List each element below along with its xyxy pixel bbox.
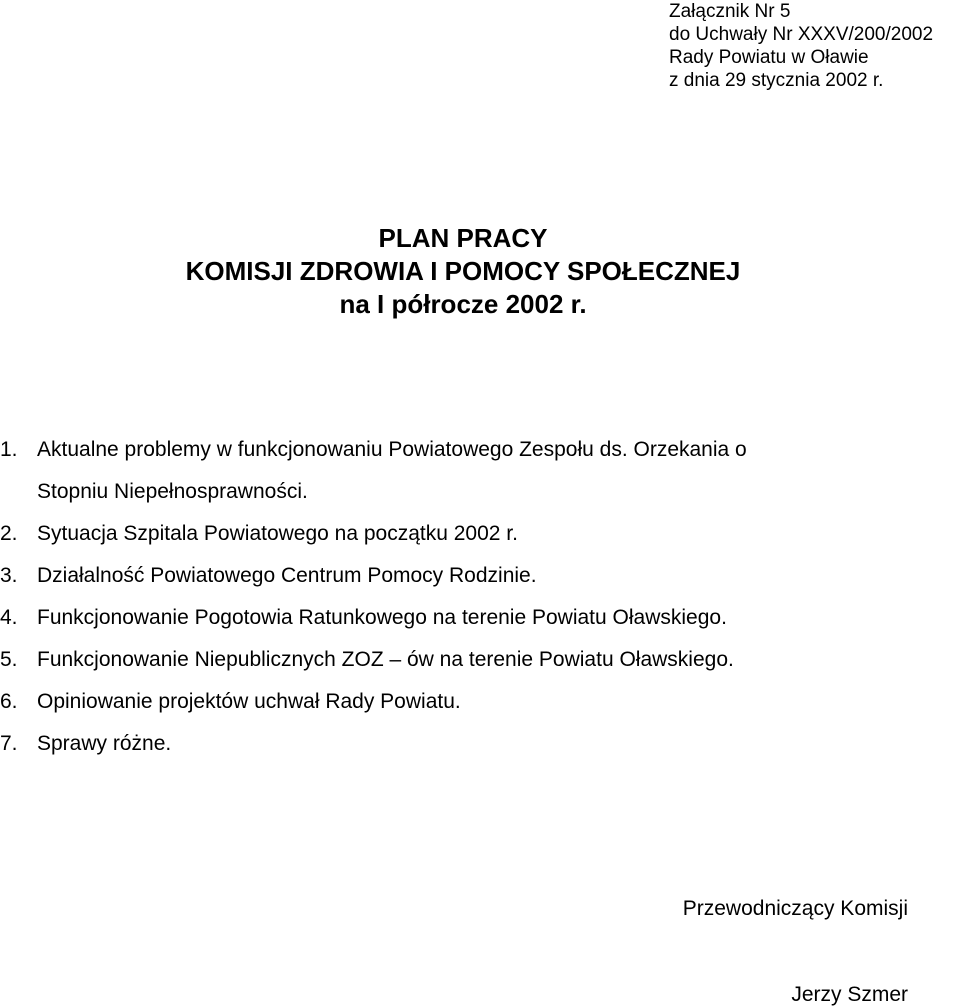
agenda-item-text: Sytuacja Szpitala Powiatowego na początku 2002 r. <box>37 522 518 545</box>
annex-council: Rady Powiatu w Oławie <box>669 47 869 68</box>
agenda-item-continuation: Stopniu Niepełnosprawności. <box>37 480 308 503</box>
agenda-item <box>0 723 940 765</box>
agenda-item <box>0 513 940 555</box>
title-line-committee: KOMISJI ZDROWIA I POMOCY SPOŁECZNEJ <box>185 256 741 286</box>
agenda-item <box>0 681 940 723</box>
agenda-item-number: 6. <box>0 690 18 713</box>
agenda-item-text: Funkcjonowanie Niepublicznych ZOZ – ów na terenie Powiatu Oławskiego. <box>37 648 734 671</box>
agenda-item-text: Sprawy różne. <box>37 732 172 755</box>
agenda-item-number: 7. <box>0 732 18 755</box>
agenda-item-number: 5. <box>0 648 18 671</box>
agenda-item-number: 2. <box>0 522 18 545</box>
agenda-item <box>0 555 940 597</box>
annex-date: z dnia 29 stycznia 2002 r. <box>669 70 884 91</box>
agenda-item <box>0 639 940 681</box>
agenda-item-number: 3. <box>0 564 18 587</box>
signature-title: Przewodniczący Komisji <box>682 897 908 920</box>
agenda-item-text: Aktualne problemy w funkcjonowaniu Powiatowego Zespołu ds. Orzekania o <box>37 438 747 461</box>
agenda-item-text: Funkcjonowanie Pogotowia Ratunkowego na terenie Powiatu Oławskiego. <box>37 606 727 629</box>
agenda-item-text: Opiniowanie projektów uchwał Rady Powiatu. <box>37 690 461 713</box>
document-title <box>0 222 926 321</box>
annex-header <box>669 0 933 92</box>
annex-resolution: do Uchwały Nr XXXV/200/2002 <box>669 24 934 45</box>
signature-name: Jerzy Szmer <box>791 983 908 1006</box>
agenda-item-number: 4. <box>0 606 18 629</box>
title-line-period: na I półrocze 2002 r. <box>339 289 587 319</box>
agenda-item <box>0 429 940 513</box>
annex-number: Załącznik Nr 5 <box>669 1 791 22</box>
agenda-list <box>0 429 940 765</box>
title-line-plan: PLAN PRACY <box>378 223 548 253</box>
agenda-item-number: 1. <box>0 438 18 461</box>
agenda-item <box>0 597 940 639</box>
agenda-item-text: Działalność Powiatowego Centrum Pomocy Rodzinie. <box>37 564 537 587</box>
